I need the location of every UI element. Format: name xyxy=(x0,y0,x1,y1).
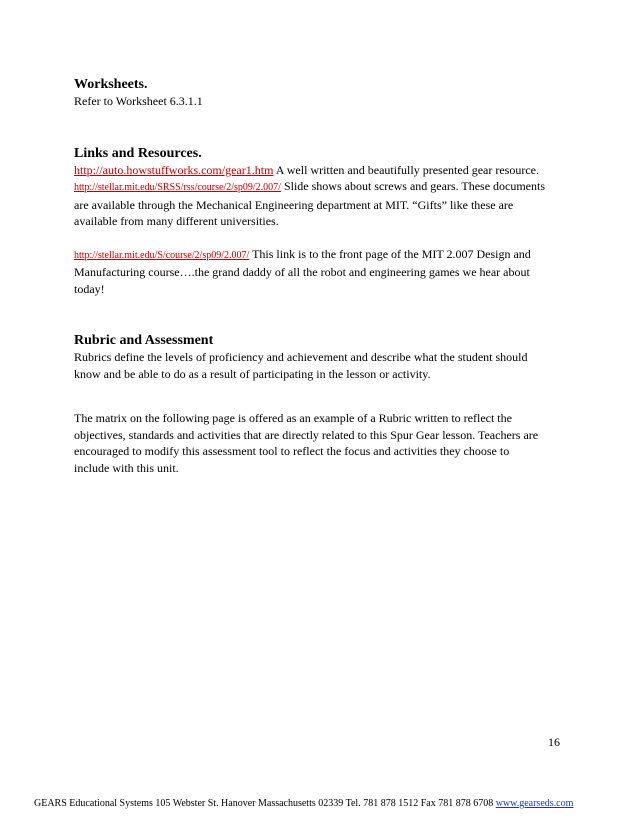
link-item-2-text: Slide shows about screws and gears. These documents are available through the Mechanical Engineering department at MIT. “Gifts” like these are available from many different universities. xyxy=(74,179,546,228)
mit-srss-link[interactable]: http://stellar.mit.edu/SRSS/rss/course/2/sp09/2.007/ xyxy=(74,182,281,193)
howstuffworks-link[interactable]: http://auto.howstuffworks.com/gear1.htm xyxy=(74,162,274,177)
link-item-1 xyxy=(74,162,546,179)
page-content xyxy=(74,76,546,476)
link-item-1-text: A well written and beautifully presented gear resource. xyxy=(273,162,539,177)
page-footer xyxy=(34,798,573,809)
footer-website-link[interactable]: www.gearseds.com xyxy=(495,798,574,809)
link-item-2 xyxy=(74,178,546,230)
rubric-heading: Rubric and Assessment xyxy=(74,333,214,348)
page-number: 16 xyxy=(548,735,560,749)
worksheets-section xyxy=(74,76,546,110)
worksheets-text: Refer to Worksheet 6.3.1.1 xyxy=(74,94,203,108)
link-item-3-text: This link is to the front page of the MIT 2.007 Design and Manufacturing course….the grand daddy of all the robot and engineering games we hear about today! xyxy=(74,246,531,296)
footer-text: GEARS Educational Systems 105 Webster St. Hanover Massachusetts 02339 Tel. 781 878 1512 Fax 781 878 6708 xyxy=(34,798,496,809)
rubric-section xyxy=(74,332,546,476)
rubric-paragraph-2: The matrix on the following page is offered as an example of a Rubric written to reflect the objectives, standards and activities that are directly related to this Spur Gear lesson. Teachers are encouraged to modify this assessment tool to reflect the focus and activities they choose to include with this unit. xyxy=(74,411,539,475)
links-heading: Links and Resources. xyxy=(74,145,202,161)
rubric-paragraph-1: Rubrics define the levels of proficiency and achievement and describe what the student should know and be able to do as a result of participating in the lesson or activity. xyxy=(74,350,528,381)
link-item-3 xyxy=(74,246,546,298)
worksheets-heading: Worksheets. xyxy=(74,77,148,92)
links-section xyxy=(74,145,546,298)
mit-course-link[interactable]: http://stellar.mit.edu/S/course/2/sp09/2.007/ xyxy=(74,249,250,261)
